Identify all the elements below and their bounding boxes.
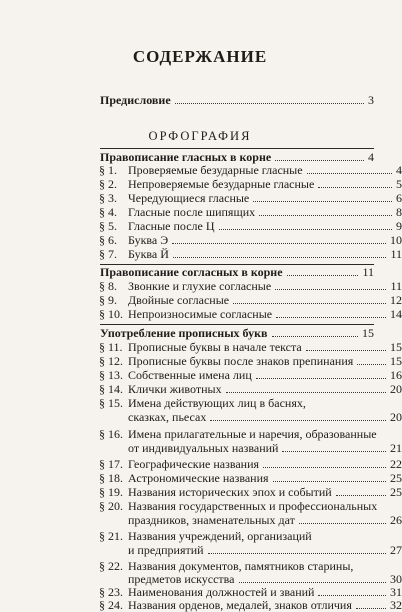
toc-entry[interactable]	[99, 293, 402, 307]
entry-number: § 11.	[99, 340, 123, 354]
group-label: Правописание согласных в корне	[100, 265, 283, 279]
entry-number: § 6.	[99, 233, 117, 247]
dot-leader	[273, 481, 386, 482]
divider	[100, 148, 374, 149]
toc-entry[interactable]	[99, 233, 402, 247]
entry-label-continued: от индивидуальных названий	[128, 441, 279, 455]
toc-entry[interactable]	[99, 191, 402, 205]
entry-label: Собственные имена лиц	[128, 368, 252, 382]
toc-entry-continued	[100, 441, 402, 455]
entry-number: § 12.	[99, 354, 123, 368]
entry-page: 26	[390, 513, 402, 527]
entry-label: Гласные после Ц	[128, 219, 215, 233]
entry-number: § 20.	[99, 499, 123, 513]
entry-number: § 10.	[99, 307, 123, 321]
dot-leader	[175, 103, 364, 104]
entry-page: 10	[390, 233, 402, 247]
entry-page: 27	[390, 543, 402, 557]
entry-page: 11	[362, 265, 374, 279]
group-label: Правописание гласных в корне	[100, 150, 272, 164]
dot-leader	[233, 303, 386, 304]
dot-leader	[299, 523, 386, 524]
entry-number: § 24.	[99, 598, 123, 612]
toc-entry[interactable]	[99, 471, 402, 485]
entry-label: Клички животных	[128, 382, 222, 396]
entry-number: § 1.	[99, 163, 117, 177]
dot-leader	[172, 243, 386, 244]
entry-label: Двойные согласные	[128, 293, 230, 307]
entry-page: 21	[390, 441, 402, 455]
entry-number: § 22.	[99, 559, 123, 573]
divider	[100, 324, 374, 325]
toc-entry[interactable]	[99, 499, 378, 513]
toc-entry-continued	[100, 410, 402, 424]
entry-page: 16	[390, 368, 402, 382]
toc-entry[interactable]	[100, 397, 374, 410]
toc-entry[interactable]	[99, 427, 377, 441]
entry-label-continued: предметов искусства	[128, 572, 235, 586]
entry-page: 5	[396, 177, 402, 191]
entry-label: Имена действующих лиц в баснях,	[128, 396, 306, 410]
entry-number: § 4.	[99, 205, 117, 219]
entry-label: Буква Й	[128, 247, 169, 261]
toc-entry[interactable]	[99, 382, 402, 396]
entry-number: § 3.	[99, 191, 117, 205]
dot-leader	[173, 257, 387, 258]
entry-page: 4	[396, 163, 402, 177]
toc-entry[interactable]	[99, 340, 402, 354]
entry-number: § 13.	[99, 368, 123, 382]
section-heading: ОРФОГРАФИЯ	[148, 129, 252, 143]
entry-label: Названия документов, памятников старины,	[128, 559, 354, 573]
toc-entry[interactable]	[99, 163, 402, 177]
toc-entry[interactable]	[99, 279, 402, 293]
entry-page: 12	[390, 293, 402, 307]
entry-number: § 9.	[99, 293, 117, 307]
entry-page: 32	[390, 598, 402, 612]
dot-leader	[275, 289, 386, 290]
entry-page: 20	[390, 382, 402, 396]
dot-leader	[239, 582, 386, 583]
dot-leader	[307, 173, 392, 174]
entry-page: 9	[396, 219, 402, 233]
entry-page: 22	[390, 457, 402, 471]
toc-entry[interactable]	[99, 598, 402, 612]
toc-entry[interactable]	[99, 247, 402, 261]
dot-leader	[306, 350, 386, 351]
dot-leader	[219, 229, 392, 230]
toc-group[interactable]	[100, 327, 374, 340]
toc-entry[interactable]	[99, 307, 402, 321]
entry-page: 31	[390, 585, 402, 599]
page-title: СОДЕРЖАНИЕ	[132, 47, 268, 66]
dot-leader	[356, 608, 386, 609]
entry-page: 15	[390, 340, 402, 354]
dot-leader	[210, 420, 386, 421]
dot-leader	[253, 201, 392, 202]
dot-leader	[256, 378, 386, 379]
dot-leader	[208, 553, 386, 554]
dot-leader	[318, 595, 386, 596]
entry-page: 6	[396, 191, 402, 205]
dot-leader	[336, 495, 386, 496]
entry-page: 4	[368, 150, 374, 164]
entry-page: 25	[390, 485, 402, 499]
entry-label-continued: праздников, знаменательных дат	[128, 513, 295, 527]
entry-number: § 15.	[99, 396, 123, 410]
entry-label: Имена прилагательные и наречия, образованные	[128, 427, 377, 441]
toc-entry[interactable]	[100, 530, 374, 543]
entry-label-continued: сказках, пьесах	[128, 410, 207, 424]
entry-label: Буква Э	[128, 233, 169, 247]
entry-label: Названия учреждений, организаций	[128, 529, 312, 543]
entry-page: 8	[396, 205, 402, 219]
entry-label: Прописные буквы в начале текста	[128, 340, 302, 354]
toc-group[interactable]	[100, 266, 374, 279]
toc-entry-continued	[100, 543, 402, 557]
entry-page: 15	[390, 354, 402, 368]
entry-label: Непроверяемые безударные гласные	[128, 177, 315, 191]
entry-number: § 2.	[99, 177, 117, 191]
toc-entry[interactable]	[99, 219, 402, 233]
toc-entry[interactable]	[99, 368, 402, 382]
dot-leader	[226, 392, 386, 393]
entry-number: § 21.	[99, 529, 123, 543]
toc-entry[interactable]	[99, 177, 402, 191]
entry-number: § 23.	[99, 585, 123, 599]
entry-label: Астрономические названия	[128, 471, 269, 485]
toc-entry[interactable]	[99, 205, 402, 219]
entry-label: Проверяемые безударные гласные	[128, 163, 303, 177]
entry-page: 14	[390, 307, 402, 321]
entry-page: 15	[362, 326, 374, 340]
entry-number: § 14.	[99, 382, 123, 396]
toc-entry[interactable]	[99, 485, 402, 499]
entry-label: Названия орденов, медалей, знаков отличия	[128, 598, 352, 612]
entry-label: Непроизносимые согласные	[128, 307, 273, 321]
toc-entry-continued	[100, 513, 402, 527]
entry-label: Названия исторических эпох и событий	[128, 485, 332, 499]
entry-number: § 8.	[99, 279, 117, 293]
entry-number: § 7.	[99, 247, 117, 261]
dot-leader	[282, 451, 386, 452]
entry-number: § 19.	[99, 485, 123, 499]
entry-number: § 5.	[99, 219, 117, 233]
entry-label-continued: и предприятий	[128, 543, 204, 557]
dot-leader	[272, 336, 359, 337]
entry-label: Чередующиеся гласные	[128, 191, 250, 205]
dot-leader	[263, 467, 386, 468]
entry-number: § 16.	[99, 427, 123, 441]
group-label: Употребление прописных букв	[100, 326, 268, 340]
entry-page: 25	[390, 471, 402, 485]
dot-leader	[275, 160, 364, 161]
toc-entry[interactable]	[99, 354, 402, 368]
entry-label: Звонкие и глухие согласные	[128, 279, 272, 293]
toc-entry[interactable]	[99, 457, 402, 471]
entry-page: 20	[390, 410, 402, 424]
dot-leader	[318, 187, 392, 188]
entry-page: 3	[368, 93, 374, 107]
entry-label: Географические названия	[128, 457, 260, 471]
dot-leader	[259, 215, 392, 216]
entry-label: Названия государственных и профессиональных	[128, 499, 378, 513]
entry-page: 11	[390, 279, 402, 293]
dot-leader	[276, 317, 386, 318]
entry-label: Гласные после шипящих	[128, 205, 256, 219]
entry-page: 30	[390, 572, 402, 586]
entry-label: Наименования должностей и званий	[128, 585, 315, 599]
dot-leader	[357, 364, 386, 365]
entry-number: § 18.	[99, 471, 123, 485]
dot-leader	[287, 275, 359, 276]
entry-label: Предисловие	[100, 93, 171, 107]
entry-label: Прописные буквы после знаков препинания	[128, 354, 354, 368]
entry-page: 11	[390, 247, 402, 261]
entry-number: § 17.	[99, 457, 123, 471]
toc-entry-preface[interactable]	[100, 94, 374, 107]
